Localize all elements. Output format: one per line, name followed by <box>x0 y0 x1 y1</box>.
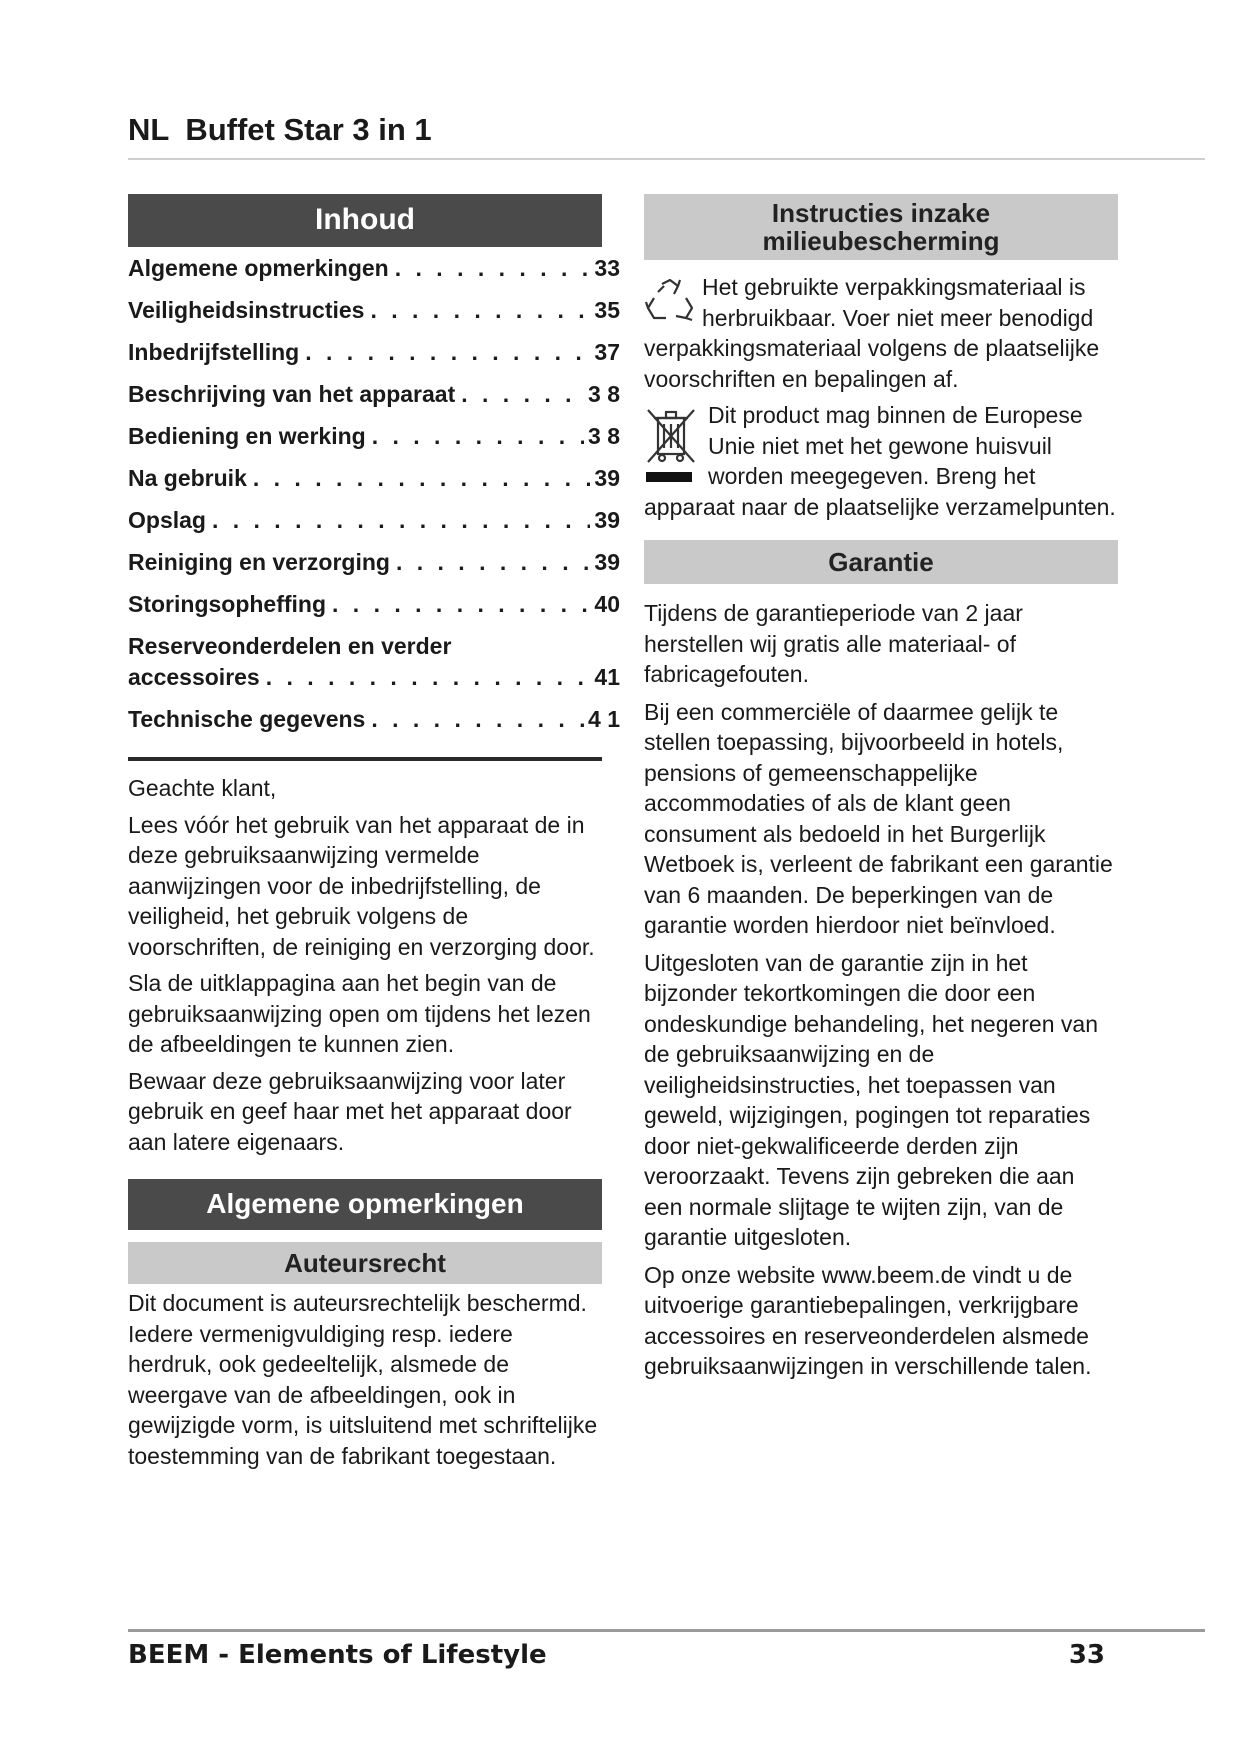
toc-leader <box>372 421 584 452</box>
toc-leader <box>395 253 591 284</box>
left-column <box>128 194 620 1477</box>
environment-heading-line: Instructies inzake <box>771 198 991 228</box>
disposal-note <box>644 400 1118 522</box>
toc-leader <box>461 379 584 410</box>
toc-entry-title: Veiligheidsinstructies <box>128 297 365 323</box>
toc-leader <box>371 704 584 735</box>
toc-entry-page: 40 <box>594 591 620 617</box>
toc-entry-title: Storingsopheffing <box>128 591 327 617</box>
warranty-paragraph: Bij een commerciële of daarmee gelijk te stellen toepassing, bijvoorbeeld in hotels, pensions of gemeenschappelijke accommodaties of als de klant geen consument als bedoeld in het Burgerlijk Wetboek is, verleent de fabrikant een garantie van 6 maanden. De beperkingen van de garantie worden hierdoor niet beïnvloed. <box>644 698 1113 938</box>
toc-entry[interactable] <box>128 547 620 578</box>
intro-paragraph: Lees vóór het gebruik van het apparaat de in deze gebruiksaanwijzing vermelde aanwijzingen voor de inbedrijfstelling, de veiligheid, het gebruik volgens de voorschriften, de reiniging en verzorging door. <box>128 811 595 960</box>
toc-entry[interactable] <box>128 463 620 494</box>
toc-leader <box>253 463 591 494</box>
warranty-paragraph: Op onze website www.beem.de vindt u de uitvoerige garantiebepalingen, verkrijgbare accessoires en reserveonderdelen alsmede gebruiksaanwijzingen in verschillende talen. <box>644 1261 1092 1379</box>
toc-entry-page: 41 <box>594 664 620 690</box>
toc-entry-page: 39 <box>594 549 620 575</box>
page-title <box>128 112 432 148</box>
warranty-paragraph: Tijdens de garantieperiode van 2 jaar herstellen wij gratis alle materiaal- of fabricagefouten. <box>644 600 1023 687</box>
toc-entry-page: 4 1 <box>588 706 620 732</box>
toc-leader <box>266 662 591 693</box>
packaging-text: Het gebruikte verpakkingsmateriaal is herbruikbaar. Voer niet meer benodigd verpakkingsmateriaal volgens de plaatselijke voorschriften en bepalingen af. <box>644 274 1100 392</box>
section-heading-environment <box>644 194 1118 260</box>
language-code: NL <box>128 112 170 147</box>
toc-heading: Inhoud <box>128 194 602 247</box>
disposal-text: Dit product mag binnen de Europese Unie niet met het gewone huisvuil worden meegegeven. Breng het apparaat naar de plaatselijke verzamelpunten. <box>644 402 1116 520</box>
greeting: Geachte klant, <box>128 775 277 801</box>
page-number: 33 <box>1068 1640 1105 1670</box>
toc-entry[interactable] <box>128 704 620 735</box>
section-heading-warranty: Garantie <box>644 540 1118 584</box>
footer-divider <box>128 1629 1205 1632</box>
toc-entry-title-continued: accessoires <box>128 664 260 690</box>
footer-brand: BEEM - Elements of Lifestyle <box>128 1640 547 1670</box>
section-divider <box>128 757 602 761</box>
warranty-body <box>644 598 1118 1382</box>
toc-entry-page: 33 <box>594 255 620 281</box>
toc-leader <box>396 547 590 578</box>
toc-entry-page: 35 <box>594 297 620 323</box>
toc-entry[interactable] <box>128 505 620 536</box>
toc-entry-title: Bediening en werking <box>128 423 366 449</box>
toc-entry-title: Beschrijving van het apparaat <box>128 381 456 407</box>
toc-entry-title: Inbedrijfstelling <box>128 339 300 365</box>
toc-entry[interactable] <box>128 295 620 326</box>
toc-entry-title: Reiniging en verzorging <box>128 549 390 575</box>
section-heading-general: Algemene opmerkingen <box>128 1179 602 1230</box>
packaging-note <box>644 272 1118 394</box>
table-of-contents <box>128 253 620 735</box>
toc-entry[interactable] <box>128 253 620 284</box>
toc-entry-title: Na gebruik <box>128 465 247 491</box>
environment-heading-line: milieubescherming <box>762 226 1000 256</box>
subsection-heading-copyright: Auteursrecht <box>128 1242 602 1284</box>
toc-entry-title: Algemene opmerkingen <box>128 255 389 281</box>
toc-entry-title: Opslag <box>128 507 206 533</box>
toc-entry-page: 37 <box>594 339 620 365</box>
toc-leader <box>305 337 590 368</box>
toc-entry[interactable] <box>128 631 620 693</box>
intro-paragraph: Bewaar deze gebruiksaanwijzing voor later gebruik en geef haar met het apparaat door aan latere eigenaars. <box>128 1067 572 1155</box>
toc-entry-page: 3 8 <box>588 381 620 407</box>
toc-leader <box>212 505 590 536</box>
header-divider <box>128 158 1205 160</box>
toc-entry-page: 39 <box>594 465 620 491</box>
intro-paragraph: Sla de uitklappagina aan het begin van de gebruiksaanwijzing open om tijdens het lezen de afbeeldingen te kunnen zien. <box>128 970 591 1057</box>
right-column <box>644 194 1118 1389</box>
toc-entry[interactable] <box>128 379 620 410</box>
toc-entry-title: Technische gegevens <box>128 706 366 732</box>
product-name: Buffet Star 3 in 1 <box>185 112 432 147</box>
toc-entry-page: 3 8 <box>588 423 620 449</box>
toc-entry[interactable] <box>128 337 620 368</box>
toc-entry[interactable] <box>128 421 620 452</box>
warranty-paragraph: Uitgesloten van de garantie zijn in het bijzonder tekortkomingen die door een ondeskundige behandeling, het negeren van de gebruiksaanwijzing en de veiligheidsinstructies, het toepassen van geweld, wijzigingen, pogingen tot reparaties door niet-gekwalificeerde derden zijn veroorzaakt. Tevens zijn gebreken die aan een normale slijtage te wijten zijn, van de garantie uitgesloten. <box>644 949 1098 1250</box>
crossed-bin-icon <box>644 404 700 490</box>
toc-entry-title: Reserveonderdelen en verder <box>128 633 452 659</box>
copyright-paragraph: Dit document is auteursrechtelijk beschermd. Iedere vermenigvuldiging resp. iedere herdruk, ook gedeeltelijk, alsmede de weergave van de afbeeldingen, ook in gewijzigde vorm, is uitsluitend met schriftelijke toestemming van de fabrikant toegestaan. <box>128 1290 598 1469</box>
toc-entry[interactable] <box>128 589 620 620</box>
recycle-icon <box>644 276 696 326</box>
toc-leader <box>370 295 590 326</box>
toc-entry-page: 39 <box>594 507 620 533</box>
toc-leader <box>332 589 590 620</box>
